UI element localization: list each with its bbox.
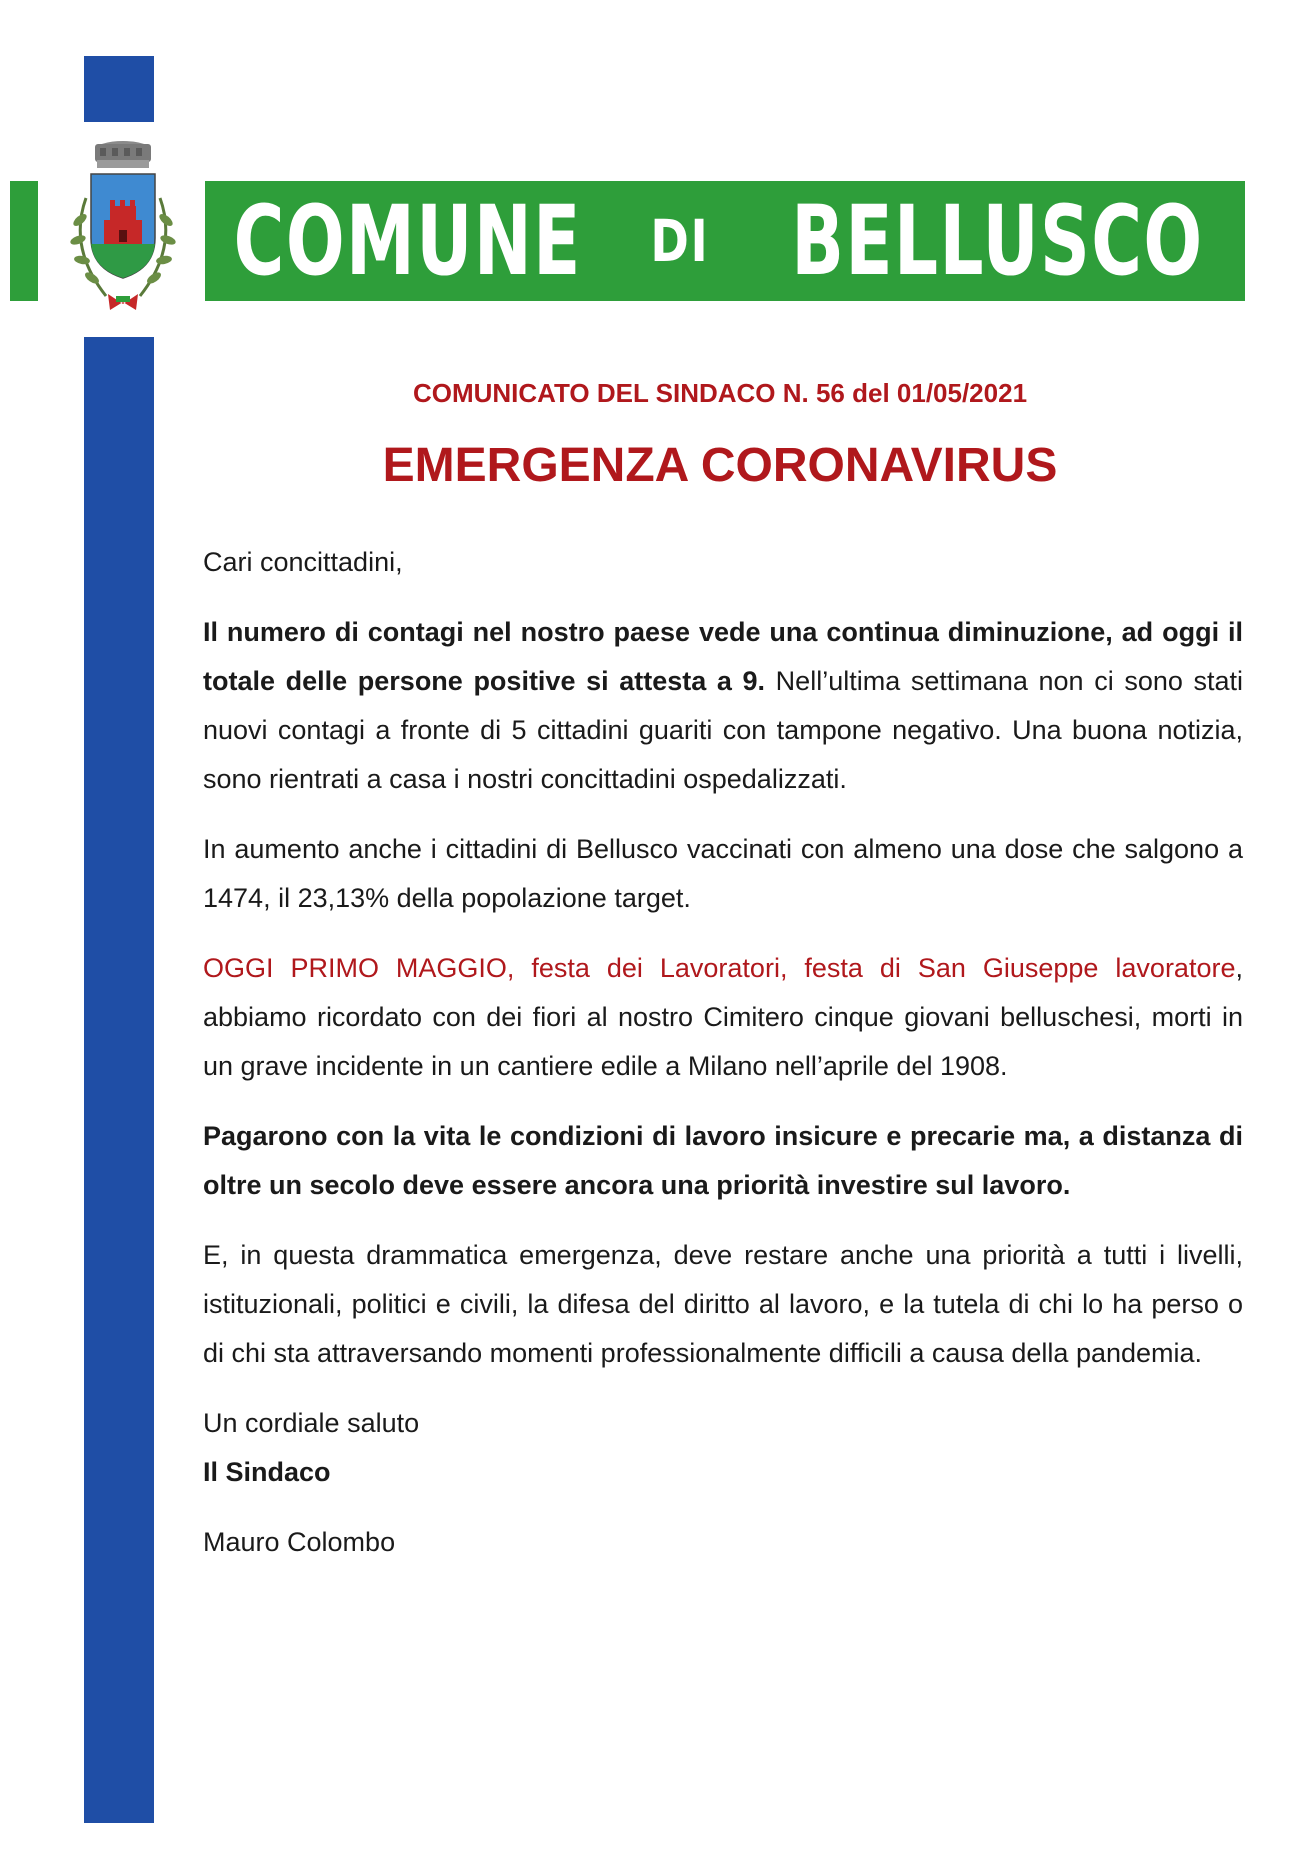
green-stripe-left [10,181,38,301]
document-title: EMERGENZA CORONAVIRUS [382,439,1058,492]
blue-bar-main [84,337,154,1823]
paragraph-contagi [203,608,1243,804]
communique-number: COMUNICATO DEL SINDACO N. 56 del 01/05/2021 [412,378,1028,408]
comune-banner [205,181,1245,301]
closing: Un cordiale saluto [203,1408,420,1438]
letter-body [203,538,1243,1588]
paragraph-primo-maggio-highlight: OGGI PRIMO MAGGIO, festa dei Lavoratori, festa di San Giuseppe lavoratore [203,953,1236,983]
paragraph-vaccinati: In aumento anche i cittadini di Bellusco vaccinati con almeno una dose che salgono a 1474, il 23,13% della popolazione target. [203,834,1243,913]
paragraph-emergenza: E, in questa drammatica emergenza, deve restare anche una priorità a tutti i livelli, istituzionali, politici e civili, la difesa del diritto al lavoro, e la tutela di chi lo ha perso o di chi sta attraversando momenti professionalmente difficili a causa della pandemia. [203,1240,1243,1368]
municipal-coat-of-arms-icon [58,128,188,328]
banner-word-bellusco: BELLUSCO [791,185,1204,297]
paragraph-lavoro: Pagarono con la vita le condizioni di lavoro insicure e precarie ma, a distanza di oltre un secolo deve essere ancora una priorità investire sul lavoro. [203,1121,1243,1200]
banner-word-comune: COMUNE [233,185,582,297]
blue-bar-top [84,56,154,122]
greeting: Cari concittadini, [203,547,403,577]
signature-role: Il Sindaco [203,1457,331,1487]
signature-name: Mauro Colombo [203,1527,396,1557]
paragraph-contagi-bold: Il numero di contagi nel nostro paese vede una continua diminuzione, ad oggi il totale delle persone positive si attesta a 9. [203,617,1243,696]
paragraph-contagi-rest: Nell’ultima settimana non ci sono stati nuovi contagi a fronte di 5 cittadini guariti con tampone negativo. Una buona notizia, sono rientrati a casa i nostri concittadini ospedalizzati. [203,666,1244,794]
paragraph-primo-maggio-rest: , abbiamo ricordato con dei fiori al nostro Cimitero cinque giovani belluschesi, morti in un grave incidente in un cantiere edile a Milano nell’aprile del 1908. [203,953,1243,1081]
paragraph-primo-maggio [203,944,1243,1091]
banner-word-di: DI [650,207,710,275]
